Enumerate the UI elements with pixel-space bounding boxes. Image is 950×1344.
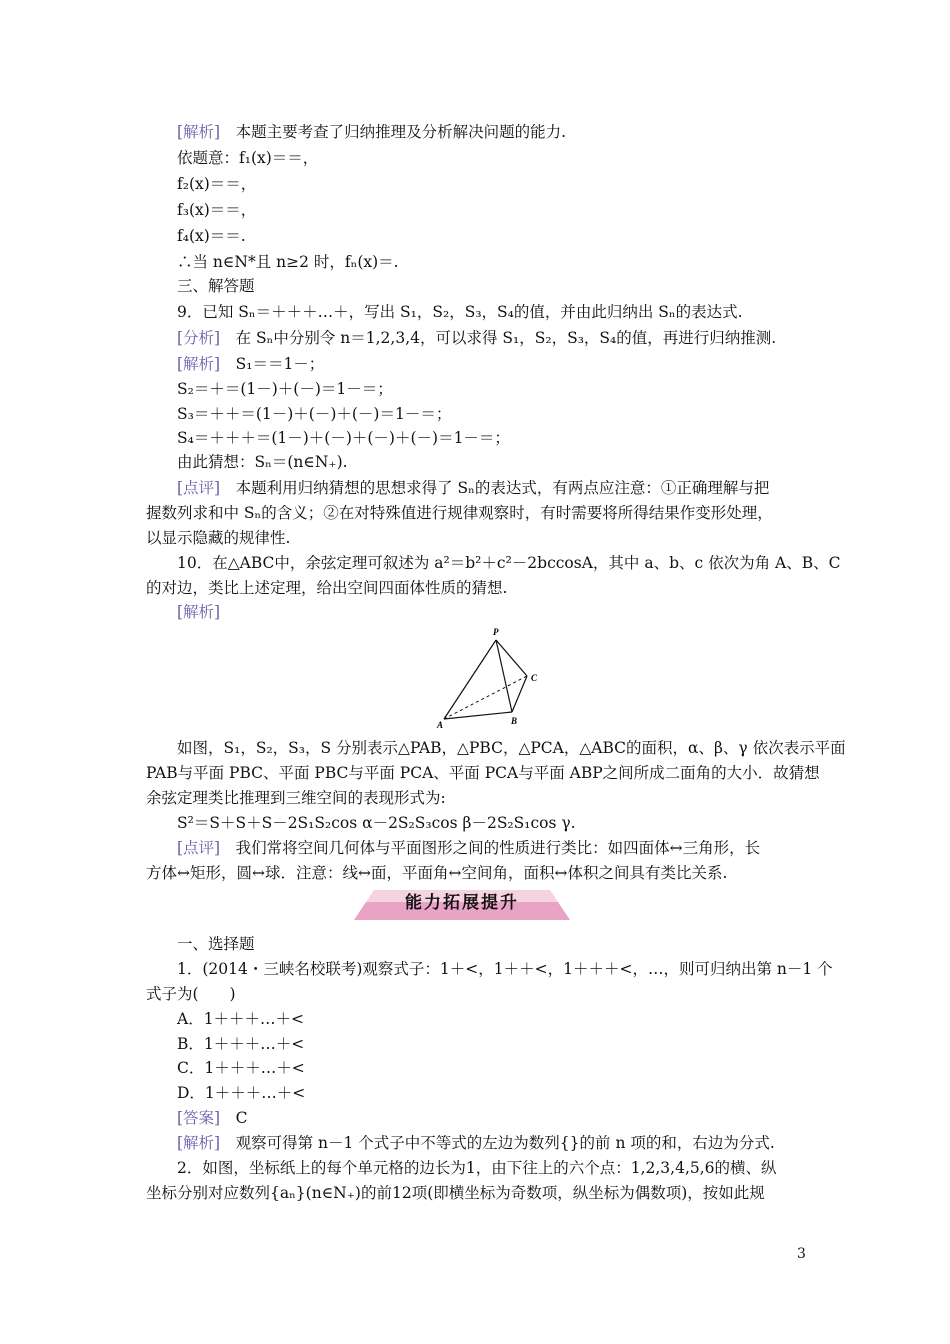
f2-line: f₂(x)＝＝， <box>177 175 257 193</box>
q1-answer-text: C <box>220 1109 248 1127</box>
q1-analysis-tag: [解析] <box>177 1134 221 1152</box>
edge-pc <box>496 640 527 676</box>
question-10-line1: 10．在△ABC中，余弦定理可叙述为 a²＝b²＋c²－2bccosA，其中 a、b、c 依次为角 A、B、C <box>177 554 841 572</box>
option-c: C．1＋＋＋…＋< <box>177 1059 305 1077</box>
q1-answer <box>177 1106 247 1130</box>
section-heading-choice: 一、选择题 <box>177 935 255 953</box>
q10-formula: S²＝S＋S＋S－2S₁S₂cos α－2S₂S₃cos β－2S₂S₁cos γ. <box>177 814 576 832</box>
label-a: A <box>437 720 444 730</box>
q10-text-line1: 如图，S₁，S₂，S₃，S 分别表示△PAB，△PBC，△PCA，△ABC的面积，α、β、γ 依次表示平面 <box>177 739 846 757</box>
q10-comment <box>177 836 760 860</box>
q10-text-line3: 余弦定理类比推理到三维空间的表现形式为: <box>146 789 446 807</box>
question-10-line2: 的对边，类比上述定理，给出空间四面体性质的猜想. <box>146 579 508 597</box>
f3-line: f₃(x)＝＝， <box>177 201 257 219</box>
q9-s4: S₄＝＋＋＋＝(1－)＋(－)＋(－)＋(－)＝1－＝； <box>177 429 510 447</box>
q9-solution <box>177 352 324 376</box>
option-a: A．1＋＋＋…＋< <box>177 1010 305 1028</box>
q9-analysis-text: 在 Sₙ中分别令 n＝1,2,3,4，可以求得 S₁，S₂，S₃，S₄的值，再进行归纳推测. <box>220 329 777 347</box>
analysis-line <box>177 120 566 144</box>
q10-comment-text: 我们常将空间几何体与平面图形之间的性质进行类比：如四面体↔三角形，长 <box>220 839 761 857</box>
q9-analysis <box>177 326 776 350</box>
analysis-tag: [解析] <box>177 123 221 141</box>
label-c: C <box>531 673 538 683</box>
q9-solution-tag: [解析] <box>177 355 221 373</box>
q9-comment-line2: 握数列求和中 Sₙ的含义；②在对特殊值进行规律观察时，有时需要将所得结果作变形处理， <box>146 504 773 522</box>
edge-ac-hidden <box>444 676 527 719</box>
analysis-text: 本题主要考查了归纳推理及分析解决问题的能力. <box>220 123 567 141</box>
q9-comment-tag: [点评] <box>177 479 221 497</box>
q9-comment <box>177 476 769 500</box>
edge-bc <box>512 676 527 712</box>
edge-ab <box>444 712 512 719</box>
q9-s2: S₂＝＋＝(1－)＋(－)＝1－＝； <box>177 380 393 398</box>
option-b: B．1＋＋＋…＋< <box>177 1035 305 1053</box>
q10-comment-tag: [点评] <box>177 839 221 857</box>
tetrahedron-figure <box>430 624 550 734</box>
question-1-line1: 1．(2014・三峡名校联考)观察式子：1＋<，1＋＋<，1＋＋＋<，…，则可归纳出第 n－1 个 <box>177 960 833 978</box>
q9-comment-text: 本题利用归纳猜想的思想求得了 Sₙ的表达式，有两点应注意：①正确理解与把 <box>220 479 770 497</box>
section-heading-answers: 三、解答题 <box>177 277 255 295</box>
f1-line: 依题意：f₁(x)＝＝， <box>177 149 319 167</box>
edge-pa <box>444 640 496 719</box>
q1-analysis-text: 观察可得第 n－1 个式子中不等式的左边为数列{}的前 n 项的和，右边为分式. <box>220 1134 775 1152</box>
q9-comment-line3: 以显示隐藏的规律性. <box>146 529 291 547</box>
question-1-line2: 式子为( ) <box>146 985 236 1003</box>
question-2-line2: 坐标分别对应数列{aₙ}(n∈N₊)的前12项(即横坐标为奇数项，纵坐标为偶数项)，按如此规 <box>146 1184 765 1202</box>
q9-guess: 由此猜想：Sₙ＝(n∈N₊). <box>177 453 348 471</box>
question-9: 9．已知 Sₙ＝＋＋＋…＋，写出 S₁，S₂，S₃，S₄的值，并由此归纳出 Sₙ的表达式. <box>177 303 743 321</box>
f4-line: f₄(x)＝＝. <box>177 227 246 245</box>
q1-analysis <box>177 1131 775 1155</box>
q10-comment-line2: 方体↔矩形，圆↔球．注意：线↔面，平面角↔空间角，面积↔体积之间具有类比关系. <box>146 864 728 882</box>
page-number: 3 <box>797 1246 806 1262</box>
q9-analysis-tag: [分析] <box>177 329 221 347</box>
q10-text-line2: PAB与平面 PBC、平面 PBC与平面 PCA、平面 PCA与平面 ABP之间所成二面角的大小．故猜想 <box>146 764 820 782</box>
q10-solution-tag: [解析] <box>177 603 221 621</box>
question-2-line1: 2．如图，坐标纸上的每个单元格的边长为1，由下往上的六个点：1,2,3,4,5,6的横、纵 <box>177 1159 777 1177</box>
option-d: D．1＋＋＋…＋< <box>177 1084 306 1102</box>
banner-title: 能力拓展提升 <box>405 893 519 913</box>
q9-s3: S₃＝＋＋＝(1－)＋(－)＋(－)＝1－＝； <box>177 405 452 423</box>
fn-line: ∴当 n∈N*且 n≥2 时，fₙ(x)＝. <box>177 253 399 271</box>
label-b: B <box>511 716 518 726</box>
q1-answer-tag: [答案] <box>177 1109 221 1127</box>
label-p: P <box>493 627 499 637</box>
q9-solution-text: S₁＝＝1－； <box>220 355 325 373</box>
edge-pb <box>496 640 512 712</box>
